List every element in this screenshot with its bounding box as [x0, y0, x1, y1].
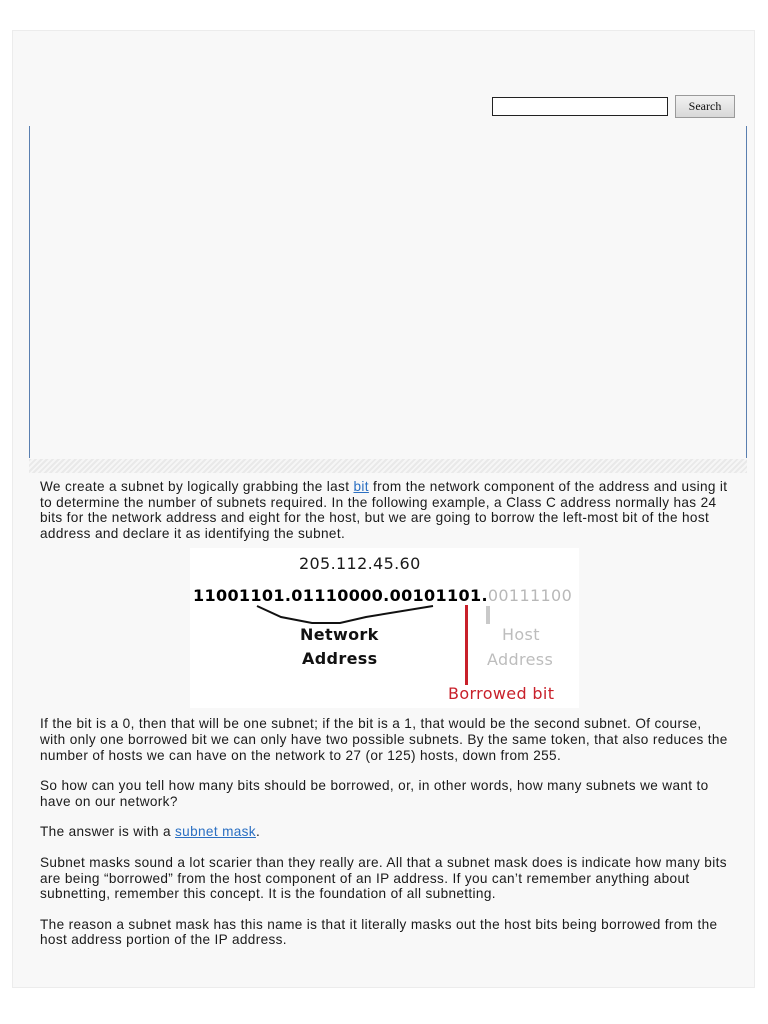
paragraph: The answer is with a subnet mask. — [40, 824, 261, 840]
frame-left-border — [29, 126, 30, 458]
paragraph: We create a subnet by logically grabbing the last bit from the network component of the address and using it to determine the number of subnets required. In the following example, a Class C address normally has 24 bits for the network address and eight for the host, but we are going to borrow the left-most bit of the host address and declare it as identifying the subnet. — [40, 479, 728, 541]
frame-right-border — [746, 126, 747, 458]
frame-bottom-divider — [29, 459, 747, 473]
paragraph: Subnet masks sound a lot scarier than they really are. All that a subnet mask does is indicate how many bits are being “borrowed” from the host component of an IP address. If you can’t remember anything about subnetting, remember this concept. It is the foundation of all subnetting. — [40, 854, 727, 902]
subnet-mask-link[interactable]: subnet mask — [175, 824, 256, 840]
host-marker — [486, 606, 490, 624]
article-body — [40, 479, 728, 963]
network-brace — [257, 606, 433, 623]
binary-address-text — [193, 586, 572, 605]
bit-link[interactable]: bit — [353, 479, 369, 494]
ip-address-text: 205.112.45.60 — [299, 554, 421, 574]
borrowed-bit-marker — [465, 605, 468, 685]
borrowed-bit-label: Borrowed bit — [448, 684, 555, 704]
binary-host-part: 00111100 — [487, 586, 573, 606]
search-button[interactable]: Search — [675, 95, 735, 118]
host-label-line2: Address — [487, 650, 554, 670]
paragraph: The reason a subnet mask has this name is that it literally masks out the host bits being borrowed from the host address portion of the IP address. — [40, 916, 718, 948]
paragraph: So how can you tell how many bits should be borrowed, or, in other words, how many subnets we want to have on our network? — [40, 778, 709, 809]
network-label-line1: Network — [300, 625, 379, 645]
host-label-line1: Host — [502, 625, 540, 645]
binary-network-part: 11001101.01110000.00101101. — [193, 586, 488, 606]
subnet-diagram — [190, 548, 579, 708]
search-input[interactable] — [492, 97, 668, 116]
paragraph: If the bit is a 0, then that will be one subnet; if the bit is a 1, that would be the second subnet. Of course, with only one borrowed bit we can only have two possible subnets. By the same token, that also reduces the number of hosts we can have on the network to 27 (or 125) hosts, down from 255. — [40, 716, 728, 763]
network-label-line2: Address — [302, 649, 378, 669]
